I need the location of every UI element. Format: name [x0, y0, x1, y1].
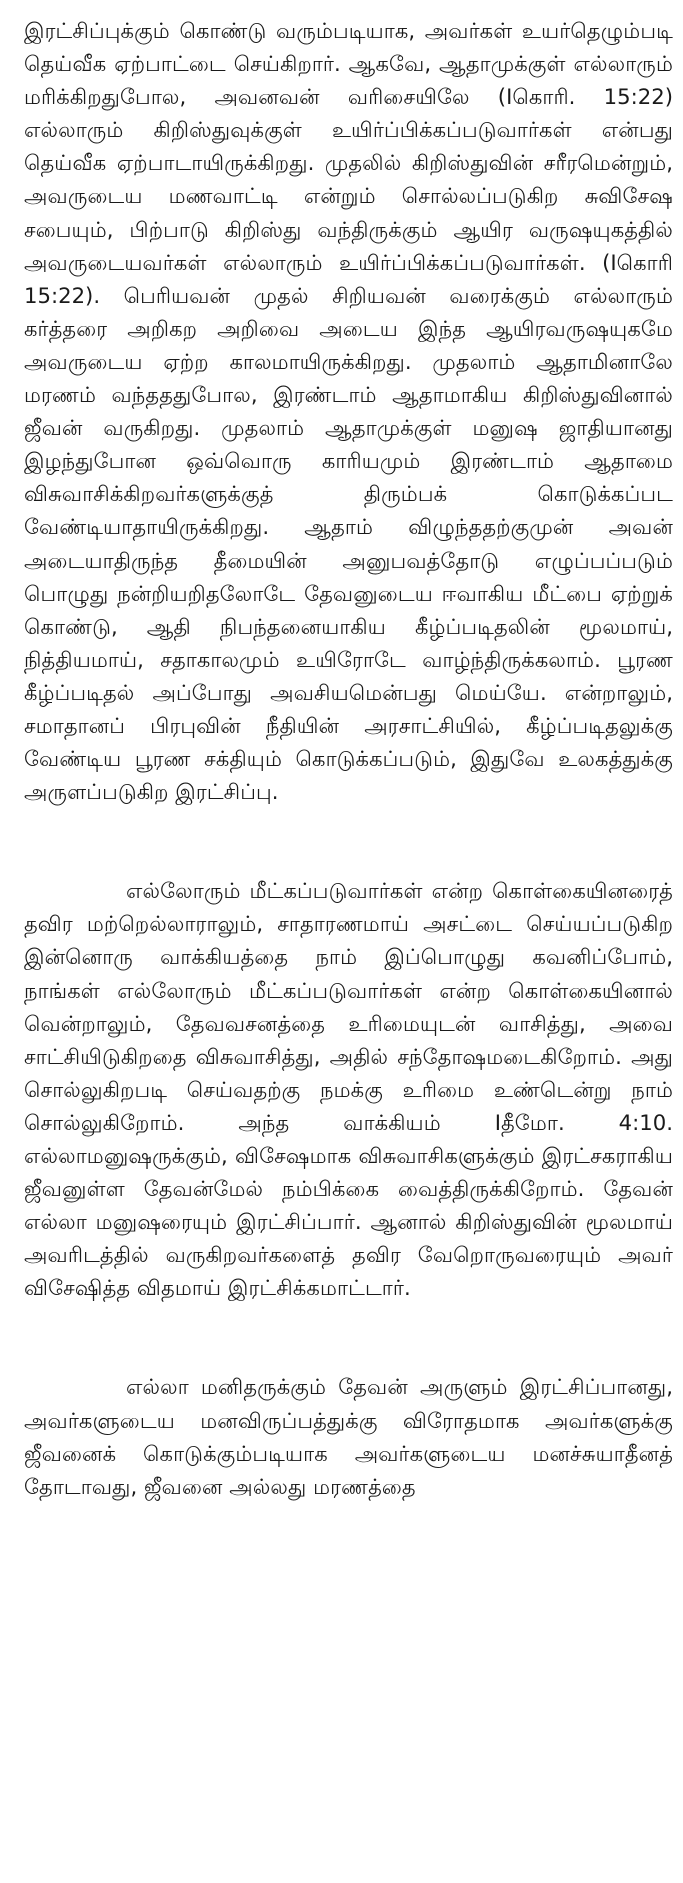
paragraph-3: எல்லா மனிதருக்கும் தேவன் அருளும் இரட்சிப்பானது, அவர்களுடைய மனவிருப்பத்துக்கு விரோதமாக அவர்களுக்கு ஜீவனைக் கொடுக்கும்படியாக அவர்களுடைய மனச்சுயாதீனத் தோடாவது, ஜீவனை அல்லது மரணத்தை	[24, 1374, 673, 1499]
paragraph-gap	[24, 1304, 673, 1370]
paragraph-gap	[24, 808, 673, 874]
paragraph-2: எல்லோரும் மீட்கப்படுவார்கள் என்ற கொள்கையினரைத் தவிர மற்றெல்லாராலும், சாதாரணமாய் அசட்டை செய்யப்படுகிற இன்னொரு வாக்கியத்தை நாம் இப்பொழுது கவனிப்போம், நாங்கள் எல்லோரும் மீட்கப்படுவார்கள் என்ற கொள்கையினால் வென்றாலும், தேவவசனத்தை உரிமையுடன் வாசித்து, அவை சாட்சியிடுகிறதை விசுவாசித்து, அதில் சந்தோஷமடைகிறோம். அது சொல்லுகிறபடி செய்வதற்கு நமக்கு உரிமை உண்டென்று நாம் சொல்லுகிறோம். அந்த வாக்கியம் Iதீமோ. 4:10. எல்லாமனுஷருக்கும், விசேஷமாக விசுவாசிகளுக்கும் இரட்சகராகிய ஜீவனுள்ள தேவன்மேல் நம்பிக்கை வைத்திருக்கிறோம். தேவன் எல்லா மனுஷரையும் இரட்சிப்பார். ஆனால் கிறிஸ்துவின் மூலமாய் அவரிடத்தில் வருகிறவர்களைத் தவிர வேறொருவரையும் அவர் விசேஷித்த விதமாய் இரட்சிக்கமாட்டார்.	[24, 878, 673, 1301]
paragraph-1: இரட்சிப்புக்கும் கொண்டு வரும்படியாக, அவர்கள் உயர்தெழும்படி தெய்வீக ஏற்பாட்டை செய்கிறார். ஆகவே, ஆதாமுக்குள் எல்லாரும் மரிக்கிறதுபோல, அவனவன் வரிசையிலே (Iகொரி. 15:22) எல்லாரும் கிறிஸ்துவுக்குள் உயிர்ப்பிக்கப்படுவார்கள் என்பது தெய்வீக ஏற்பாடாயிருக்கிறது. முதலில் கிறிஸ்துவின் சரீரமென்றும், அவருடைய மணவாட்டி என்றும் சொல்லப்படுகிற சுவிசேஷ சபையும், பிற்பாடு கிறிஸ்து வந்திருக்கும் ஆயிர வருஷயுகத்தில் அவருடையவர்கள் எல்லாரும் உயிர்ப்பிக்கப்படுவார்கள். (Iகொரி 15:22). பெரியவன் முதல் சிறியவன் வரைக்கும் எல்லாரும் கர்த்தரை அறிகற அறிவை அடைய இந்த ஆயிரவருஷயுகமே அவருடைய ஏற்ற காலமாயிருக்கிறது. முதலாம் ஆதாமினாலே மரணம் வந்தததுபோல, இரண்டாம் ஆதாமாகிய கிறிஸ்துவினால் ஜீவன் வருகிறது. முதலாம் ஆதாமுக்குள் மனுஷ ஜாதியானது இழந்துபோன ஒவ்வொரு காரியமும் இரண்டாம் ஆதாமை விசுவாசிக்கிறவர்களுக்குத் திரும்பக் கொடுக்கப்பட வேண்டியாதாயிருக்கிறது. ஆதாம் விழுந்ததற்குமுன் அவன் அடையாதிருந்த தீமையின் அனுபவத்தோடு எழுப்பப்படும் பொழுது நன்றியறிதலோடே தேவனுடைய ஈவாகிய மீட்பை ஏற்றுக் கொண்டு, ஆதி நிபந்தனையாகிய கீழ்ப்படிதலின் மூலமாய், நித்தியமாய், சதாகாலமும் உயிரோடே வாழ்ந்திருக்கலாம். பூரண கீழ்ப்படிதல் அப்போது அவசியமென்பது மெய்யே. என்றாலும், சமாதானப் பிரபுவின் நீதியின் அரசாட்சியில், கீழ்ப்படிதலுக்கு வேண்டிய பூரண சக்தியும் கொடுக்கப்படும், இதுவே உலகத்துக்கு அருளப்படுகிற இரட்சிப்பு.	[24, 18, 673, 805]
